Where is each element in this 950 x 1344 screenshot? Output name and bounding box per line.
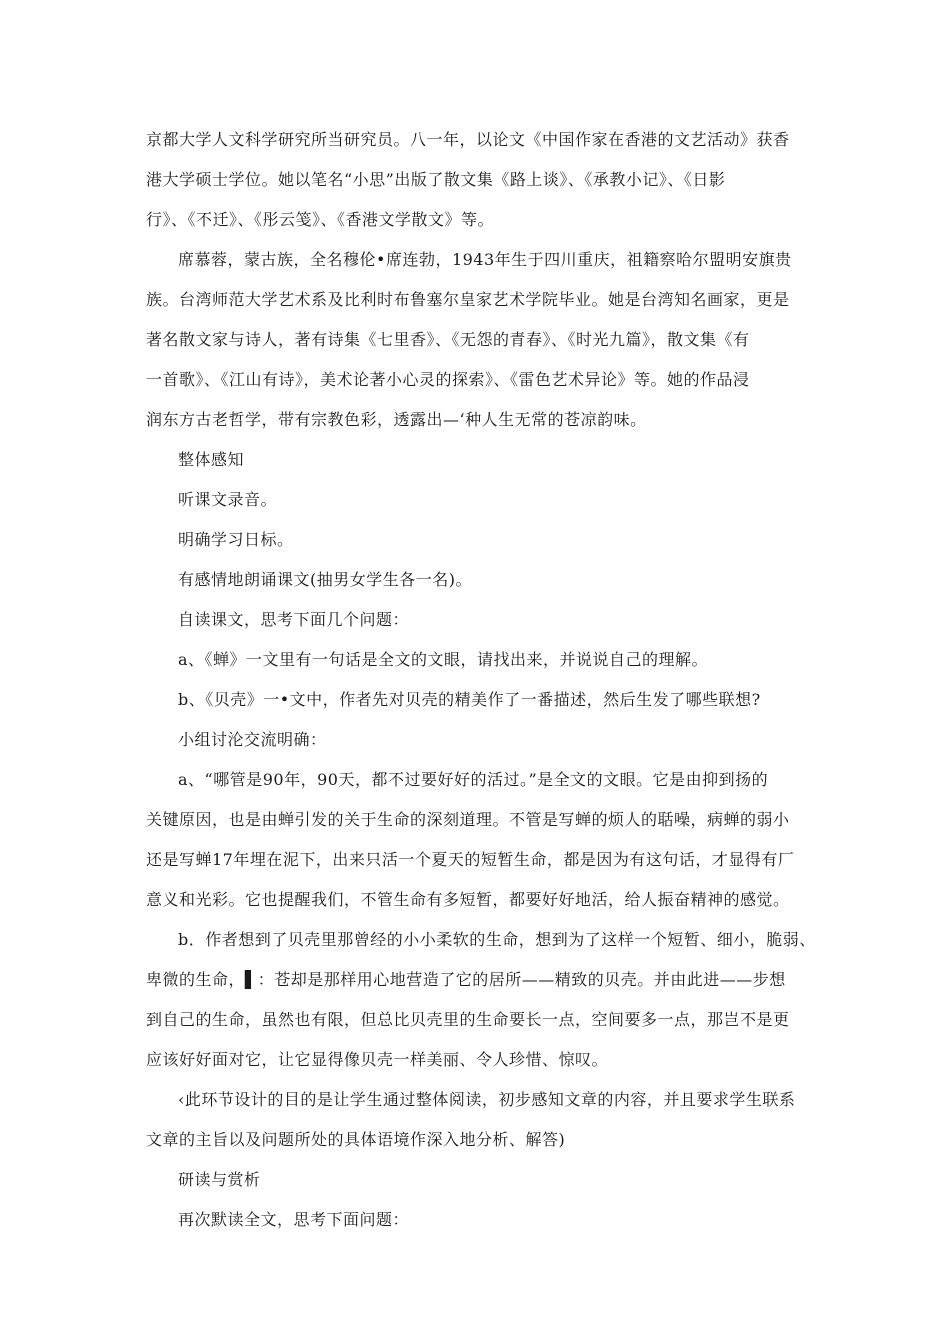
text-line: 著名散文家与诗人，著有诗集《七里香》、《无怨的青春》、《时光九篇》，散文集《有 [146,330,750,349]
step-listen: 听课文录音。 [178,490,278,509]
text-line: 应该好好面对它，让它显得像贝壳一样美丽、令人珍惜、惊叹。 [146,1050,609,1069]
text-line: 文章的主旨以及问题所处的具体语境作深入地分析、解答) [146,1130,566,1149]
design-note [146,1080,814,1160]
step-read-aloud: 有感情地朗诵课文(抽男女学生各一名)。 [178,570,472,589]
step-self-read: 自读课文，思考下面几个问题： [178,610,410,629]
text-line: 还是写蝉17年埋在泥下，出来只活一个夏天的短暂生命，都是因为有这句话，才显得有厂 [146,850,795,869]
discussion-heading: 小组讨沦交流明确： [178,730,327,749]
text-line: a、“哪管是90年，90天，都不过要好好的活过。”是全文的文眼。它是由抑到扬的 [178,770,769,789]
question-a: a、《蝉》一文里有一句话是全文的文眼，请找出来，并说说自己的理解。 [178,650,709,669]
answer-b [146,920,814,1080]
document-body [146,120,814,1240]
step-reread: 再次默读全文，思考下面问题： [178,1210,410,1229]
text-line: 港大学硕士学位。她以笔名“小思”出版了散文集《路上谈》、《承教小记》、《日影 [146,170,726,189]
text-line: 卑微的生命，▌：苍却是那样用心地营造了它的居所——精致的贝壳。并由此进——步想 [146,970,786,989]
question-b: b、《贝壳》一•文中，作者先对贝壳的精美作了一番描述，然后生发了哪些联想? [178,690,761,709]
paragraph-author-1 [146,120,814,240]
text-line: 行》、《不迁》、《彤云笺》、《香港文学散文》等。 [146,210,495,229]
text-line: b．作者想到了贝壳里那曾经的小小柔软的生命，想到为了这样一个短暂、细小，脆弱、 [178,930,816,949]
text-line: 到自己的生命，虽然也有限，但总比贝壳里的生命要长一点，空间要多一点，那岂不是更 [146,1010,790,1029]
paragraph-author-2 [146,240,814,440]
text-line: 意义和光彩。它也提醒我们，不管生命有多短暂，都要好好地活，给人振奋精神的感觉。 [146,890,790,909]
section-heading-study: 研读与赏析 [178,1170,261,1189]
text-line: 席慕蓉，蒙古族，全名穆伦•席连勃，1943年生于四川重庆，祖籍察哈尔盟明安旗贵 [178,250,792,269]
text-line: ‹此环节设计的目的是让学生通过整体阅读，初步感知文章的内容，并且要求学生联系 [178,1090,796,1109]
step-goal: 明确学习日标。 [178,530,294,549]
answer-a [146,760,814,920]
section-heading-overall: 整体感知 [178,450,245,469]
text-line: 京都大学人文科学研究所当研究员。八一年，以论文《中国作家在香港的文艺活动》获香 [146,130,790,149]
text-line: 一首歌》、《江山有诗》，美术论著小心灵的探索》、《雷色艺术异论》等。她的作品浸 [146,370,750,389]
text-line: 族。台湾师范大学艺术系及比利时布鲁塞尔皇家艺术学院毕业。她是台湾知名画家，更是 [146,290,790,309]
text-line: 润东方古老哲学，带有宗教色彩，透露出—‘种人生无常的苍凉韵味。 [146,410,647,429]
text-line: 关键原因，也是由蝉引发的关于生命的深刻道理。不管是写蝉的烦人的聒噪，病蝉的弱小 [146,810,790,829]
